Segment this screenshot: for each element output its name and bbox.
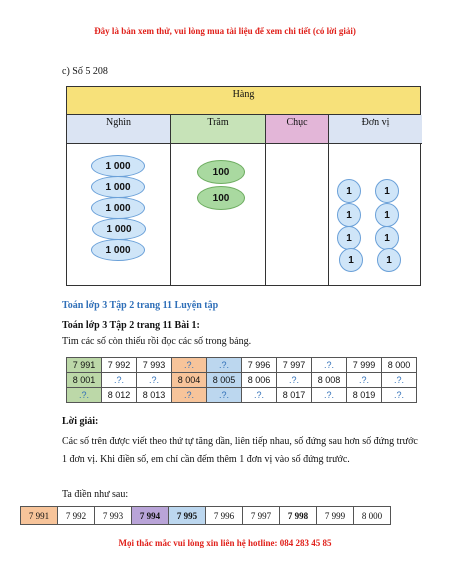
grid-cell-blank: .?. <box>172 358 207 373</box>
table-row <box>67 388 417 403</box>
explanation-text: Các số trên được viết theo thứ tự tăng dần, liên tiếp nhau, số đứng sau hơn số đứng trước 1 đơn vị. Khi điền số, em chỉ cần đếm thêm 1 đơn vị vào số đứng trước. <box>62 436 418 465</box>
column-label-ones: Đơn vị <box>329 115 422 144</box>
place-value-table <box>66 86 421 286</box>
grid-cell-blank: .?. <box>277 373 312 388</box>
answer-cell: 7 997 <box>243 507 280 525</box>
grid-cell-blank: .?. <box>312 388 347 403</box>
table-row <box>21 507 391 525</box>
answer-cell-filled: 7 994 <box>132 507 169 525</box>
answer-cell: 7 999 <box>317 507 354 525</box>
solution-label: Lời giải: <box>62 416 99 427</box>
grid-cell: 8 019 <box>347 388 382 403</box>
thousand-token: 1 000 <box>91 176 145 198</box>
answer-cell: 8 000 <box>354 507 391 525</box>
grid-cell: 7 993 <box>137 358 172 373</box>
grid-cell: 7 997 <box>277 358 312 373</box>
thousand-token: 1 000 <box>92 218 146 240</box>
column-hundreds <box>171 115 266 285</box>
one-token: 1 <box>337 179 361 203</box>
column-label-thousands: Nghìn <box>67 115 170 144</box>
grid-cell-blank: .?. <box>207 388 242 403</box>
table-row <box>67 373 417 388</box>
hundred-token: 100 <box>197 186 245 210</box>
part-title: c) Số 5 208 <box>62 66 108 77</box>
column-thousands <box>67 115 171 285</box>
column-tens <box>266 115 329 285</box>
grid-cell-blank: .?. <box>242 388 277 403</box>
grid-cell-blank: .?. <box>347 373 382 388</box>
grid-cell-blank: .?. <box>312 358 347 373</box>
grid-cell: 8 017 <box>277 388 312 403</box>
answer-cell: 7 996 <box>206 507 243 525</box>
grid-cell: 8 005 <box>207 373 242 388</box>
column-ones <box>329 115 422 285</box>
grid-cell: 8 004 <box>172 373 207 388</box>
grid-cell: 8 000 <box>382 358 417 373</box>
place-value-header: Hàng <box>67 87 420 115</box>
section-heading: Toán lớp 3 Tập 2 trang 11 Luyện tập <box>62 300 219 311</box>
grid-cell-blank: .?. <box>137 373 172 388</box>
one-token: 1 <box>339 248 363 272</box>
one-token: 1 <box>337 203 361 227</box>
grid-cell: 8 006 <box>242 373 277 388</box>
grid-cell: 8 012 <box>102 388 137 403</box>
grid-cell: 7 996 <box>242 358 277 373</box>
thousand-token: 1 000 <box>91 155 145 177</box>
one-token: 1 <box>375 203 399 227</box>
grid-cell: 8 008 <box>312 373 347 388</box>
grid-cell-blank: .?. <box>382 388 417 403</box>
grid-cell: 7 999 <box>347 358 382 373</box>
one-token: 1 <box>375 179 399 203</box>
grid-cell: 7 992 <box>102 358 137 373</box>
thousand-token: 1 000 <box>91 197 145 219</box>
fill-label: Ta điền như sau: <box>62 489 129 500</box>
grid-cell-blank: .?. <box>67 388 102 403</box>
hotline-notice: Mọi thắc mắc vui lòng xin liên hệ hotline: 084 283 45 85 <box>118 538 332 548</box>
instruction-text: Tìm các số còn thiếu rồi đọc các số trong bảng. <box>62 336 252 347</box>
grid-cell: 8 001 <box>67 373 102 388</box>
grid-cell: 8 013 <box>137 388 172 403</box>
one-token: 1 <box>337 226 361 250</box>
thousand-token: 1 000 <box>91 239 145 261</box>
grid-cell-blank: .?. <box>382 373 417 388</box>
grid-cell-blank: .?. <box>172 388 207 403</box>
answer-cell: 7 993 <box>95 507 132 525</box>
one-token: 1 <box>375 226 399 250</box>
grid-cell-blank: .?. <box>207 358 242 373</box>
column-label-hundreds: Trăm <box>171 115 265 144</box>
table-row <box>67 358 417 373</box>
answer-cell: 7 991 <box>21 507 58 525</box>
column-label-tens: Chục <box>266 115 328 144</box>
one-token: 1 <box>377 248 401 272</box>
exercise-title: Toán lớp 3 Tập 2 trang 11 Bài 1: <box>62 320 200 331</box>
answer-cell-filled: 7 998 <box>280 507 317 525</box>
answer-cell-filled: 7 995 <box>169 507 206 525</box>
grid-cell-blank: .?. <box>102 373 137 388</box>
grid-cell: 7 991 <box>67 358 102 373</box>
answer-cell: 7 992 <box>58 507 95 525</box>
preview-notice: Đây là bản xem thử, vui lòng mua tài liệu để xem chi tiết (có lời giải) <box>94 26 356 36</box>
hundred-token: 100 <box>197 160 245 184</box>
answer-row-table <box>20 506 391 525</box>
number-grid <box>66 357 417 403</box>
